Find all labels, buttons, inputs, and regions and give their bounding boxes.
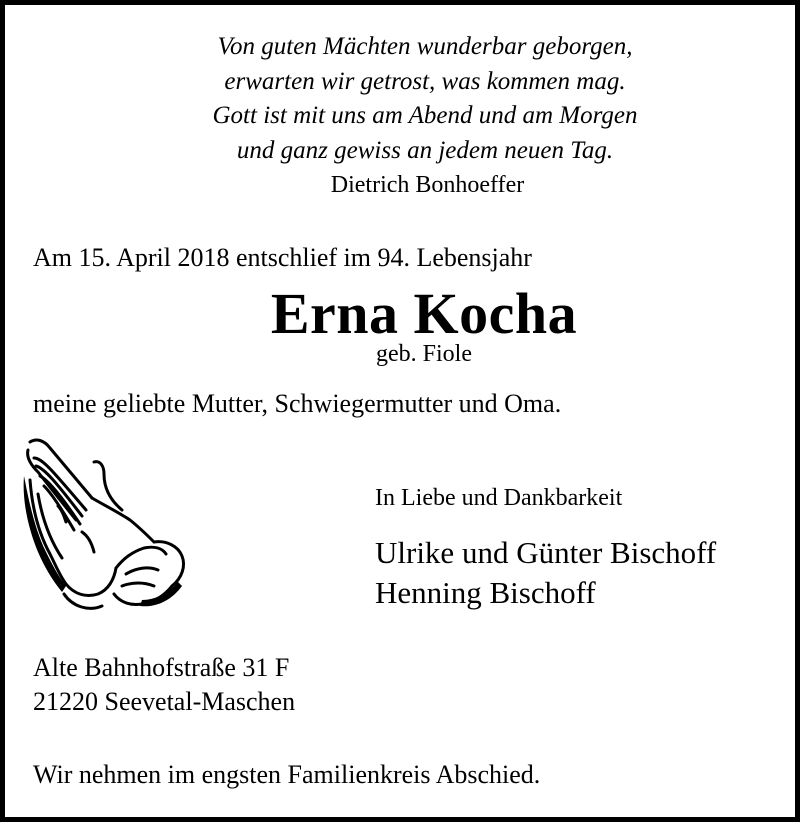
deceased-name: Erna Kocha: [270, 281, 578, 346]
poem-line: Gott ist mit uns am Abend und am Morgen: [212, 102, 638, 129]
mourner-name: Ulrike und Günter Bischoff: [375, 535, 717, 570]
mourner-name: Henning Bischoff: [375, 575, 596, 610]
poem-line: und ganz gewiss an jedem neuen Tag.: [236, 136, 614, 164]
poem-author: Dietrich Bonhoeffer: [330, 172, 525, 198]
address-city: 21220 Seevetal-Maschen: [33, 687, 296, 716]
poem-line: Von guten Mächten wunderbar geborgen,: [217, 33, 633, 60]
address-street: Alte Bahnhofstraße 31 F: [33, 653, 290, 682]
closing-note: Wir nehmen im engsten Familienkreis Abschied.: [33, 760, 541, 789]
death-announcement: Am 15. April 2018 entschlief im 94. Lebensjahr: [33, 243, 532, 272]
birth-name: geb. Fiole: [376, 341, 472, 367]
gratitude-text: In Liebe und Dankbarkeit: [375, 485, 623, 511]
poem-line: erwarten wir getrost, was kommen mag.: [224, 67, 626, 95]
bonhoeffer-poem: [0, 30, 800, 203]
relation-text: meine geliebte Mutter, Schwiegermutter und Oma.: [33, 389, 562, 418]
praying-hands-icon: [22, 436, 190, 616]
